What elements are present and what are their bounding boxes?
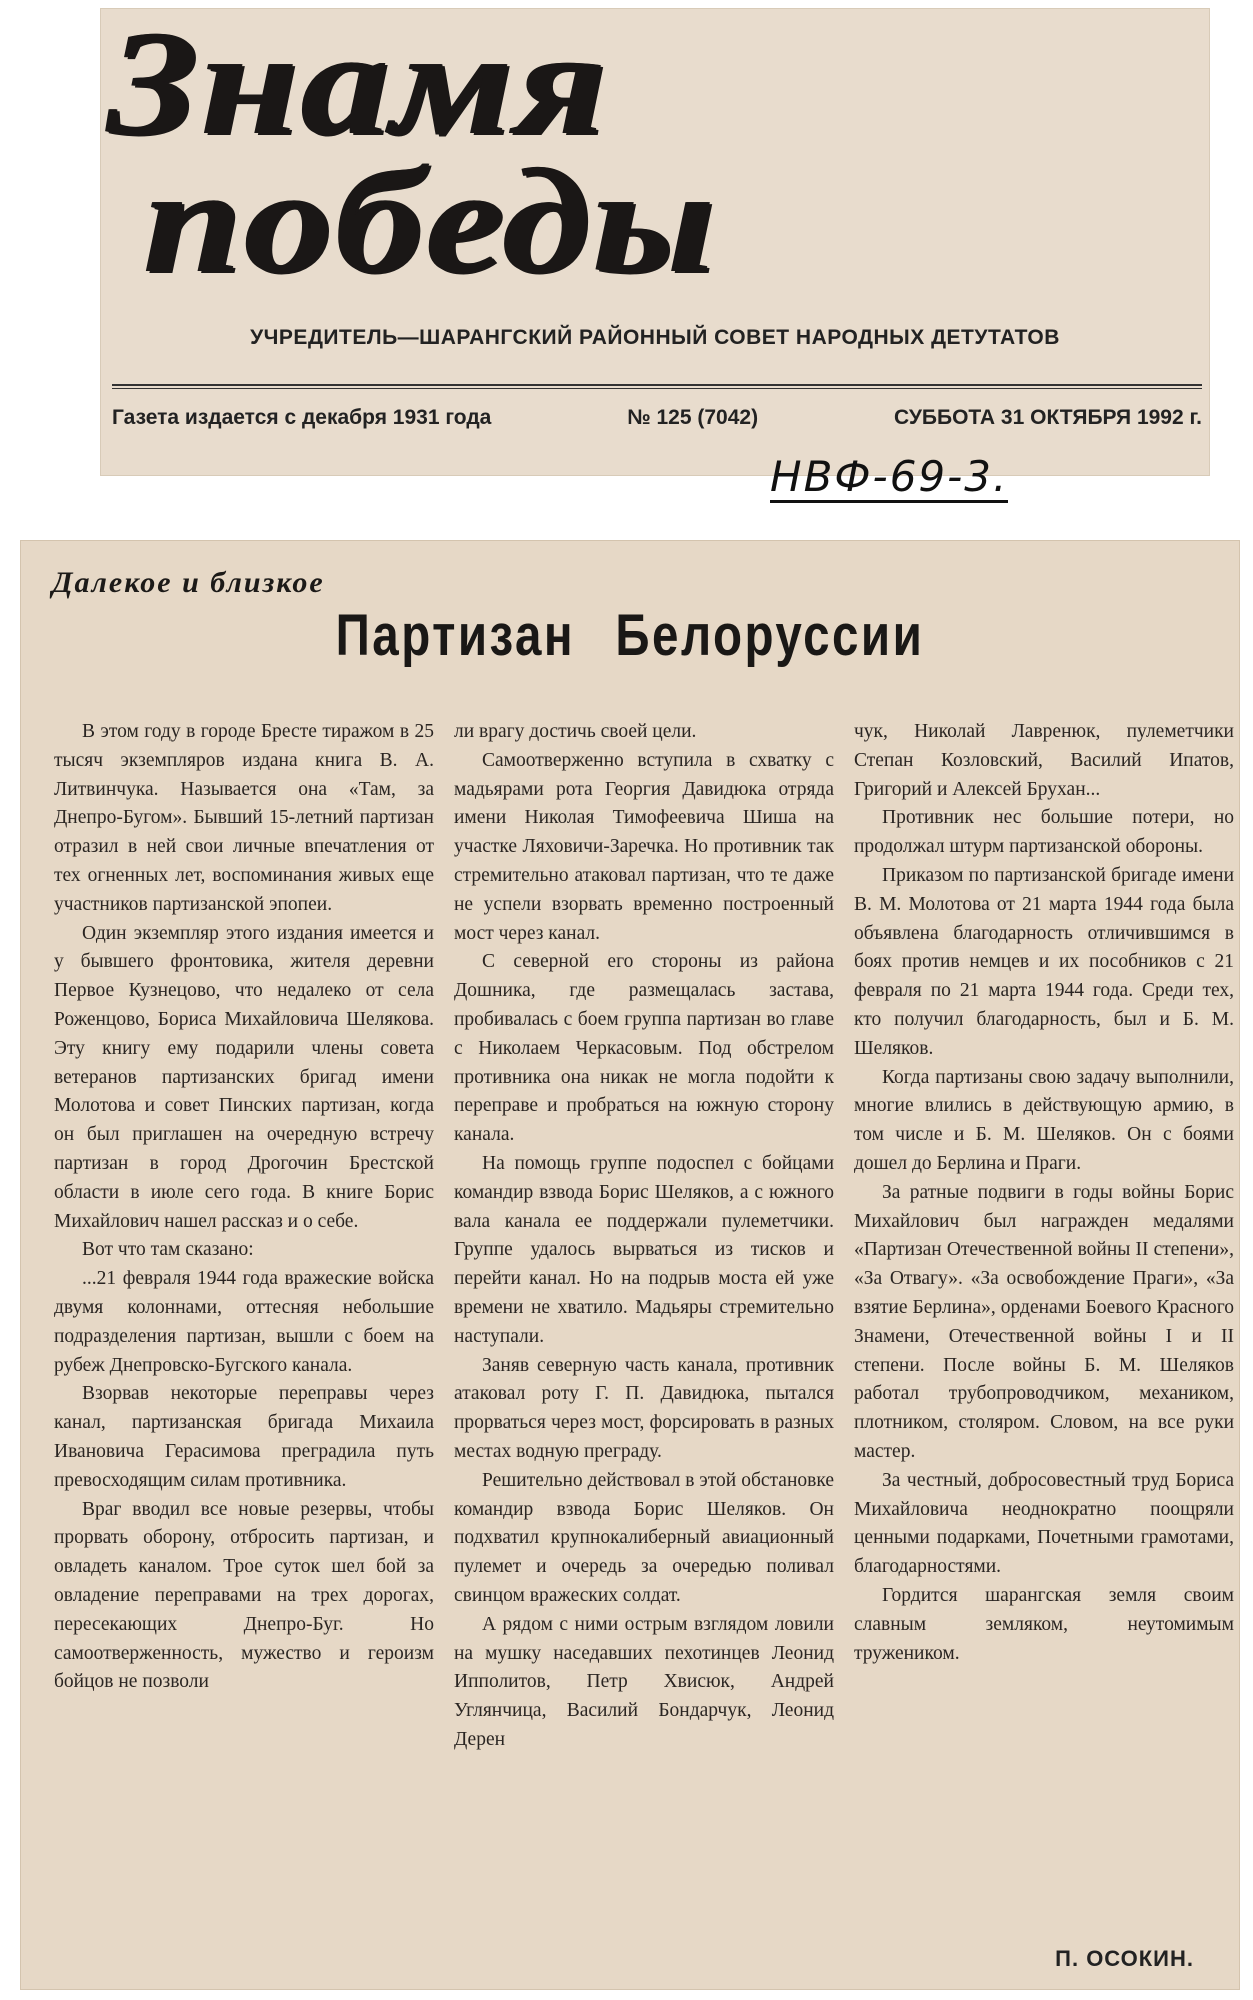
article-body: [54, 718, 1234, 1968]
article-column-2: [454, 718, 834, 1968]
article-clipping: [20, 540, 1240, 1990]
issue-number: № 125 (7042): [627, 406, 759, 429]
paragraph: чук, Николай Лавренюк, пулеметчики Степан Козловский, Василий Ипатов, Григорий и Алексей Брухан...: [854, 721, 1234, 800]
paragraph: Решительно действовал в этой обстановке командир взвода Борис Шеляков. Он подхватил крупнокалиберный авиационный пулемет и очередь за очередью поливал свинцом вражеских солдат.: [454, 1469, 834, 1606]
author-signature: П. ОСОКИН.: [1055, 1946, 1194, 1971]
paragraph: За честный, добросовестный труд Бориса Михайловича неоднократно поощряли ценными подарками, Почетными грамотами, благодарностями.: [854, 1469, 1234, 1578]
newspaper-title-line1: Знамя: [108, 0, 610, 166]
article-rubric: Далекое и близкое: [52, 566, 325, 599]
masthead-clipping: [100, 0, 1210, 476]
founder-line: УЧРЕДИТЕЛЬ—ШАРАНГСКИЙ РАЙОННЫЙ СОВЕТ НАРОДНЫХ ДЕТУТАТОВ: [250, 326, 1060, 349]
paragraph: Приказом по партизанской бригаде имени В. М. Молотова от 21 марта 1944 года была объявлена благодарность отличившимся в боях против немцев и их пособников с 21 февраля по 21 марта 1944 года. Среди тех, кто получил благодарность, был и Б. М. Шеляков.: [854, 864, 1234, 1059]
paragraph: За ратные подвиги в годы войны Борис Михайлович был награжден медалями «Партизан Отечественной войны II степени», «За Отвагу». «За освобождение Праги», «За взятие Берлина», орденами Боевого Красного Знамени, Отечественной войны I и II степени. После войны Б. М. Шеляков работал трубопроводчиком, механиком, плотником, столяром. Словом, на все руки мастер.: [854, 1181, 1234, 1462]
paragraph: Противник нес большие потери, но продолжал штурм партизанской обороны.: [854, 807, 1234, 858]
article-column-3: [854, 718, 1234, 1968]
article-headline: Партизан Белоруссии: [335, 603, 925, 668]
publication-since: Газета издается с декабря 1931 года: [112, 406, 492, 429]
archive-code-handwritten: НВФ-69-3.: [770, 452, 1009, 501]
paragraph: ...21 февраля 1944 года вражеские войска двумя колоннами, оттесняя небольшие подразделения партизан, вышли с боем на рубеж Днепровско-Бугского канала.: [54, 1268, 434, 1376]
paragraph: ли врагу достичь своей цели.: [454, 721, 697, 742]
paragraph: Когда партизаны свою задачу выполнили, многие влились в действующую армию, в том числе и Б. М. Шеляков. Он с боями дошел до Берлина и Праги.: [854, 1066, 1234, 1174]
paragraph: В этом году в городе Бресте тиражом в 25 тысяч экземпляров издана книга В. А. Литвинчука. Называется она «Там, за Днепро-Бугом». Бывший 15-летний партизан отразил в ней свои личные впечатления от тех огненных лет, воспоминания живых еще участников партизанской эпопеи.: [54, 721, 434, 915]
paragraph: А рядом с ними острым взглядом ловили на мушку наседавших пехотинцев Леонид Ипполитов, Петр Хвисюк, Андрей Углянчица, Василий Бондарчук, Леонид Дерен: [454, 1613, 834, 1750]
masthead-divider: [112, 384, 1202, 389]
paragraph: Один экземпляр этого издания имеется и у бывшего фронтовика, жителя деревни Первое Кузнецово, что недалеко от села Роженцово, Бориса Михайловича Шелякова. Эту книгу ему подарили члены совета ветеранов партизанских бригад имени Молотова и совет Пинских партизан, когда он был приглашен на очередную встречу партизан в город Дрогочин Брестской области в июле сего года. В книге Борис Михайлович нашел рассказ и о себе.: [54, 922, 434, 1232]
issue-info-row: [112, 406, 1202, 430]
newspaper-title: [108, 0, 1253, 304]
paragraph: Гордится шарангская земля своим славным земляком, неутомимым тружеником.: [854, 1584, 1234, 1664]
article-column-1: [54, 718, 434, 1968]
issue-date: СУББОТА 31 ОКТЯБРЯ 1992 г.: [893, 406, 1202, 429]
paragraph: С северной его стороны из района Дошника, где размещалась застава, пробивалась с боем группа партизан во главе с Николаем Черкасовым. Под обстрелом противника она никак не могла подойти к переправе и пробраться на южную сторону канала.: [454, 951, 834, 1146]
paragraph: Взорвав некоторые переправы через канал, партизанская бригада Михаила Ивановича Герасимова преградила путь превосходящим силам противника.: [54, 1383, 434, 1491]
paragraph: Вот что там сказано:: [82, 1239, 254, 1261]
newspaper-title-line2: победы: [143, 138, 718, 304]
paragraph: Враг вводил все новые резервы, чтобы прорвать оборону, отбросить партизан, и овладеть каналом. Трое суток шел бой за овладение переправами на трех дорогах, пересекающих Днепро-Буг. Но самоотверженность, мужество и героизм бойцов не позволи: [54, 1498, 434, 1693]
paragraph: Заняв северную часть канала, противник атаковал роту Г. П. Давидюка, пытался прорваться через мост, форсировать в разных местах водную преграду.: [454, 1354, 834, 1462]
paragraph: На помощь группе подоспел с бойцами командир взвода Борис Шеляков, а с южного вала канала ее поддержали пулеметчики. Группе удалось вырваться из тисков и перейти канал. Но на подрыв моста ей уже времени не хватило. Мадьяры стремительно наступали.: [454, 1152, 834, 1347]
paragraph: Самоотверженно вступила в схватку с мадьярами рота Георгия Давидюка отряда имени Николая Тимофеевича Шиша на участке Ляховичи-Заречка. Но противник так стремительно атаковал партизан, что те даже не успели взорвать временно построенный мост через канал.: [454, 749, 834, 944]
